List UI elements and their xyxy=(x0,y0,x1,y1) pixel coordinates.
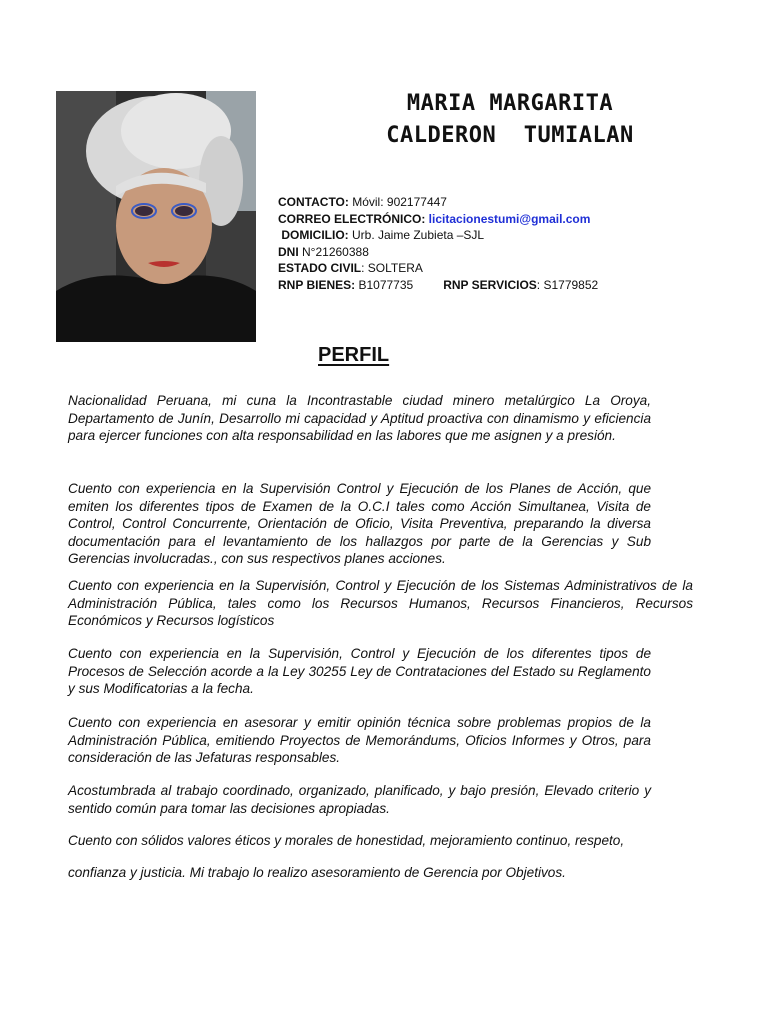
email-row xyxy=(278,211,598,228)
contacto-label: CONTACTO: xyxy=(278,195,349,209)
email-label: CORREO ELECTRÓNICO: xyxy=(278,211,426,226)
rnp-servicios-label: RNP SERVICIOS xyxy=(443,277,537,292)
perfil-paragraph: Nacionalidad Peruana, mi cuna la Incontrastable ciudad minero metalúrgico La Oroya, Departamento de Junín, Desarrollo mi capacidad y Aptitud proactiva con dinamismo y eficiencia para ejercer funciones con alta responsabilidad en las labores que me asignen y a presión. xyxy=(68,393,651,443)
name-line-1: MARIA MARGARITA xyxy=(406,91,614,116)
domicilio-value: Urb. Jaime Zubieta –SJL xyxy=(348,228,485,242)
domicilio-label: DOMICILIO: xyxy=(278,228,349,242)
applicant-name xyxy=(330,88,690,152)
rnp-servicios-value: : S1779852 xyxy=(536,277,599,292)
dni-value: N°21260388 xyxy=(298,244,369,259)
rnp-servicios xyxy=(443,277,598,294)
estado-civil-label: ESTADO CIVIL xyxy=(278,261,362,275)
rnp-bienes-value: B1077735 xyxy=(355,277,414,292)
name-line-2: CALDERON TUMIALAN xyxy=(386,123,634,148)
perfil-paragraph: Cuento con experiencia en la Supervisión Control y Ejecución de los Planes de Acción, que emiten los diferentes tipos de Examen de la O.C.I tales como Acción Simultanea, Visita de Control, Control Concurrente, Orientación de Oficio, Visita Preventiva, preparando la diversa documentación para el levantamiento de los hallazgos por parte de la Gerencias y Sub Gerencias involucradas., con sus respectivos planes acciones. xyxy=(68,481,651,566)
perfil-heading: PERFIL xyxy=(318,344,390,366)
rnp-row xyxy=(278,277,598,294)
contact-block xyxy=(278,194,598,293)
perfil-paragraph: Cuento con experiencia en la Supervisión, Control y Ejecución de los Sistemas Administrativos de la Administración Pública, tales como los Recursos Humanos, Recursos Financieros, Recursos Económicos y Recursos logísticos xyxy=(68,578,693,628)
perfil-paragraph: Acostumbrada al trabajo coordinado, organizado, planificado, y bajo presión, Elevado criterio y sentido común para tomar las decisiones apropiadas. xyxy=(68,783,651,816)
email-link[interactable]: licitacionestumi@gmail.com xyxy=(425,211,591,226)
contacto-value: Móvil: 902177447 xyxy=(348,195,447,209)
estado-civil-value: : SOLTERA xyxy=(361,261,423,275)
dni-label: DNI xyxy=(278,244,299,259)
domicilio-row xyxy=(278,227,598,244)
rnp-bienes-label: RNP BIENES: xyxy=(278,277,356,292)
profile-photo xyxy=(56,91,256,342)
estado-civil-row xyxy=(278,260,598,277)
perfil-paragraph: confianza y justicia. Mi trabajo lo realizo asesoramiento de Gerencia por Objetivos. xyxy=(68,865,566,880)
dni-row xyxy=(278,244,598,261)
perfil-paragraph: Cuento con experiencia en la Supervisión, Control y Ejecución de los diferentes tipos de Procesos de Selección acorde a la Ley 30255 Ley de Contrataciones del Estado su Reglamento y sus Modificatorias a la fecha. xyxy=(68,646,651,696)
contact-row xyxy=(278,194,598,211)
perfil-paragraph: Cuento con experiencia en asesorar y emitir opinión técnica sobre problemas propios de la Administración Pública, emitiendo Proyectos de Memorándums, Oficios Informes y Otros, para consideración de las Jefaturas responsables. xyxy=(68,715,651,765)
perfil-paragraph: Cuento con sólidos valores éticos y morales de honestidad, mejoramiento continuo, respeto, xyxy=(68,833,625,848)
